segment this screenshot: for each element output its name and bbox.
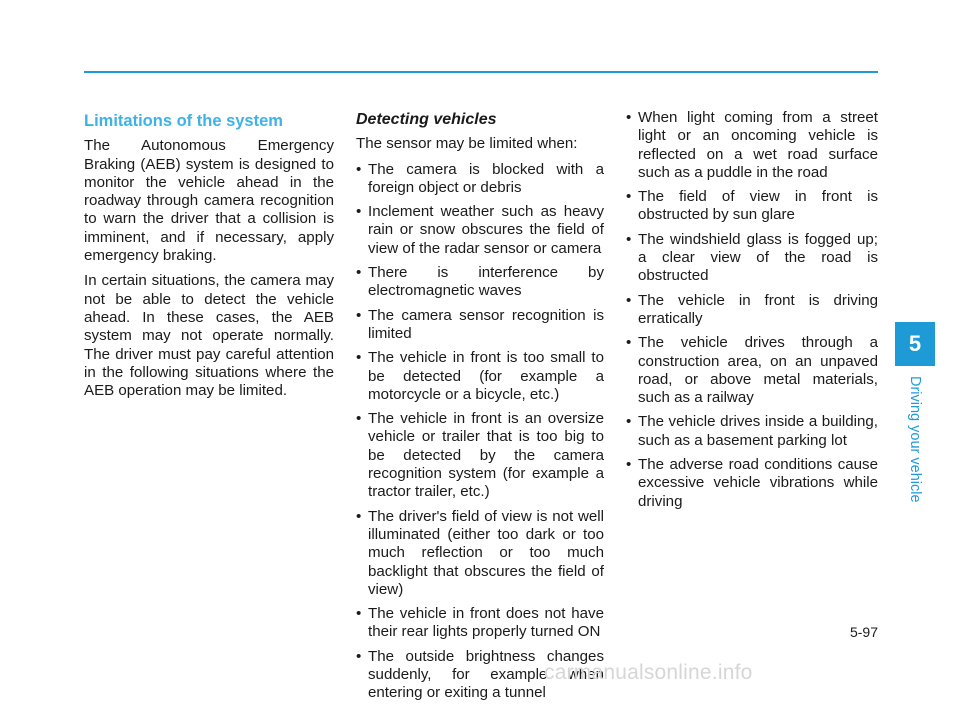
list-item: • The vehicle in front does not have their rear lights properly turned ON xyxy=(356,605,604,642)
limitation-list xyxy=(356,161,604,703)
header-rule xyxy=(84,71,878,73)
list-item: • The vehicle in front is too small to be detected (for example a motorcycle or a bicycle, etc.) xyxy=(356,349,604,404)
column-middle xyxy=(356,109,604,709)
list-item: • The vehicle in front is driving erratically xyxy=(626,292,878,329)
list-item: • The vehicle in front is an oversize vehicle or trailer that is too big to be detected by the camera recognition system (for example a tractor trailer, etc.) xyxy=(356,410,604,501)
list-item: • There is interference by electromagnetic waves xyxy=(356,264,604,301)
list-item: • The driver's field of view is not well illuminated (either too dark or too much reflection or too much backlight that obscures the field of view) xyxy=(356,508,604,599)
list-item: • The field of view in front is obstructed by sun glare xyxy=(626,188,878,225)
list-item: • The outside brightness changes suddenly, for example when entering or exiting a tunnel xyxy=(356,648,604,703)
subsection-title: Detecting vehicles xyxy=(356,111,497,128)
chapter-label xyxy=(896,375,934,503)
limitation-list-continued xyxy=(626,109,878,511)
column-left xyxy=(84,109,334,407)
chapter-label-text: Driving your vehicle xyxy=(907,375,923,503)
intro-paragraph: The Autonomous Emergency Braking (AEB) system is designed to monitor the vehicle ahead in the roadway through camera recognition to warn the driver that a collision is imminent, and if necessary, apply emergency braking. xyxy=(84,137,334,265)
section-title: Limitations of the system xyxy=(84,112,283,130)
list-item: • Inclement weather such as heavy rain or snow obscures the field of view of the radar sensor or camera xyxy=(356,203,604,258)
situations-paragraph: In certain situations, the camera may not be able to detect the vehicle ahead. In these cases, the AEB system may not operate normally. The driver must pay careful attention in the following situations where the AEB operation may be limited. xyxy=(84,272,334,400)
list-item: • The windshield glass is fogged up; a clear view of the road is obstructed xyxy=(626,231,878,286)
subsection-intro: The sensor may be limited when: xyxy=(356,135,578,153)
list-item: • When light coming from a street light or an oncoming vehicle is reflected on a wet road surface such as a puddle in the road xyxy=(626,109,878,182)
page-number: 5-97 xyxy=(849,624,878,640)
list-item: • The adverse road conditions cause excessive vehicle vibrations while driving xyxy=(626,456,878,511)
chapter-tab: 5 xyxy=(895,322,935,366)
watermark: carmanualsonline.info xyxy=(544,661,753,684)
list-item: • The camera is blocked with a foreign object or debris xyxy=(356,161,604,198)
list-item: • The vehicle drives through a construction area, on an unpaved road, or above metal materials, such as a railway xyxy=(626,334,878,407)
list-item: • The vehicle drives inside a building, such as a basement parking lot xyxy=(626,413,878,450)
list-item: • The camera sensor recognition is limited xyxy=(356,307,604,344)
column-right xyxy=(626,109,878,517)
